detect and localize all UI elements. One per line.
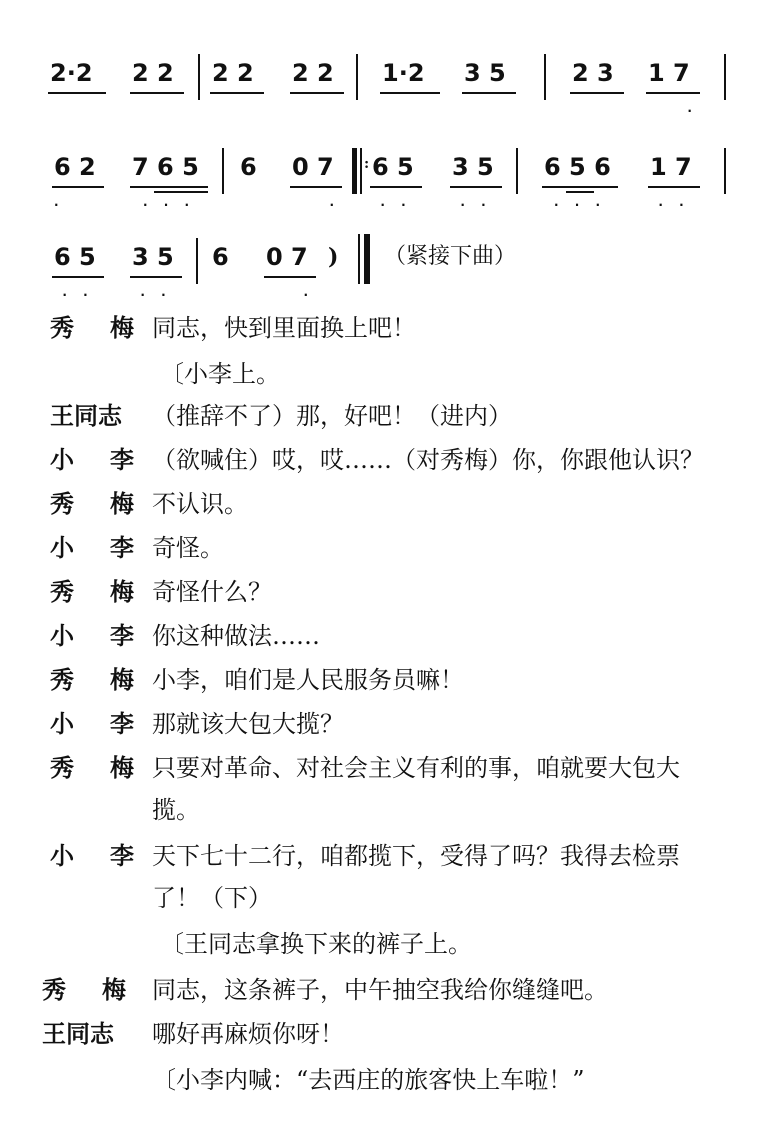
repeat-start-sign: : — [352, 148, 366, 194]
stage-direction — [0, 1062, 772, 1098]
note-group — [50, 58, 104, 88]
note-text: 2 2 — [132, 59, 174, 87]
dialogue-line — [0, 972, 772, 1008]
speaker-name: 秀梅 — [50, 753, 170, 782]
dialogue-text: 同志，这条裤子，中午抽空我给你缝缝吧。 — [152, 976, 608, 1004]
dialogue-text: 你这种做法…… — [152, 622, 320, 650]
note-text: 2·2 — [50, 59, 93, 87]
speaker-name: 王同志 — [50, 401, 122, 430]
speaker-name: 小李 — [50, 841, 170, 870]
low-octave-dots: · — [54, 198, 65, 212]
bar-line — [544, 54, 546, 100]
dialogue-text-continued: 了！（下） — [152, 884, 272, 912]
dialogue-line — [0, 310, 772, 346]
final-barline — [358, 234, 376, 284]
note-group — [212, 242, 230, 272]
note-group — [372, 152, 420, 212]
dialogue-text: 哪好再麻烦你呀！ — [152, 1020, 344, 1048]
dialogue-text: 只要对革命、对社会主义有利的事，咱就要大包大 — [152, 754, 680, 782]
dialogue-line — [0, 662, 772, 698]
dialogue-line — [0, 750, 772, 830]
note-text: 0 7 — [292, 153, 334, 181]
note-text: 7 6 5 — [132, 153, 199, 181]
note-group — [382, 58, 438, 88]
note-group — [240, 152, 258, 182]
note-group — [212, 58, 262, 88]
note-group — [54, 242, 102, 302]
note-text: 0 7 — [266, 243, 308, 271]
speaker-name: 小李 — [50, 709, 170, 738]
speaker-name: 小李 — [50, 445, 170, 474]
low-octave-dots: · — [667, 104, 698, 118]
directive-text: （紧接下曲） — [384, 244, 517, 269]
low-octave-dots: · · · — [553, 198, 607, 212]
dialogue-text: 小李，咱们是人民服务员嘛！ — [152, 666, 464, 694]
note-group — [572, 58, 622, 88]
dialogue-text: （欲喊住）哎，哎……（对秀梅）你，你跟他认识？ — [152, 446, 704, 474]
speaker-name: 王同志 — [42, 1019, 114, 1048]
stage-direction — [0, 356, 772, 392]
note-text: 1·2 — [382, 59, 425, 87]
bar-line — [724, 148, 726, 194]
dialogue-line — [0, 706, 772, 742]
note-text: 6 5 6 — [544, 153, 611, 181]
note-text: 1 7 — [650, 153, 692, 181]
dialogue-text: 奇怪什么？ — [152, 578, 272, 606]
note-group — [452, 152, 500, 212]
low-octave-dots: · · — [460, 198, 492, 212]
low-octave-dots: · · · — [142, 198, 196, 212]
stage-direction-text: 〔小李上。 — [160, 360, 280, 388]
dialogue-text: 不认识。 — [152, 490, 248, 518]
note-group — [266, 242, 314, 302]
stage-direction — [0, 926, 772, 962]
note-group — [292, 152, 340, 212]
speaker-name: 小李 — [50, 621, 170, 650]
low-octave-dots: · · — [658, 198, 690, 212]
dialogue-line — [0, 398, 772, 434]
note-group — [648, 58, 698, 118]
score-line-1 — [0, 58, 772, 138]
note-group — [54, 152, 102, 212]
note-text: 1 7 — [648, 59, 690, 87]
note-group — [292, 58, 342, 88]
note-text: 2 2 — [292, 59, 334, 87]
note-text: 6 5 — [372, 153, 414, 181]
dialogue-text: 奇怪。 — [152, 534, 224, 562]
note-text: 3 5 — [464, 59, 506, 87]
stage-direction-text: 〔王同志拿换下来的裤子上。 — [160, 930, 472, 958]
bar-line — [356, 54, 358, 100]
note-text: 3 5 — [132, 243, 174, 271]
dialogue-line — [0, 530, 772, 566]
bar-line — [724, 54, 726, 100]
speaker-name: 秀梅 — [50, 577, 170, 606]
low-octave-dots: · · — [140, 288, 172, 302]
dialogue-line — [0, 442, 772, 478]
dialogue-text: 那就该大包大揽？ — [152, 710, 344, 738]
speaker-name: 秀梅 — [42, 975, 162, 1004]
low-octave-dots: · — [303, 288, 314, 302]
bar-line — [516, 148, 518, 194]
speaker-name: 秀梅 — [50, 665, 170, 694]
note-group — [544, 152, 616, 212]
note-group — [132, 58, 182, 88]
note-text: 6 — [212, 243, 229, 271]
note-group — [650, 152, 698, 212]
close-paren: ) — [328, 244, 339, 270]
note-text: 6 — [240, 153, 257, 181]
bar-line — [198, 54, 200, 100]
note-text: 6 2 — [54, 153, 96, 181]
note-text: 6 5 — [54, 243, 96, 271]
bar-line — [196, 238, 198, 284]
stage-direction-text: 〔小李内喊：“去西庄的旅客快上车啦！” — [152, 1066, 585, 1094]
dialogue-text: 同志，快到里面换上吧！ — [152, 314, 416, 342]
dialogue-line — [0, 618, 772, 654]
dialogue-text-continued: 揽。 — [152, 796, 200, 824]
dialogue-line — [0, 1016, 772, 1052]
speaker-name: 秀梅 — [50, 489, 170, 518]
low-octave-dots: · — [329, 198, 340, 212]
bar-line — [222, 148, 224, 194]
speaker-name: 小李 — [50, 533, 170, 562]
note-text: 2 2 — [212, 59, 254, 87]
low-octave-dots: · · — [62, 288, 94, 302]
dialogue-text: （推辞不了）那，好吧！（进内） — [152, 402, 512, 430]
dialogue-text: 天下七十二行，咱都揽下，受得了吗？我得去检票 — [152, 842, 680, 870]
note-group — [132, 242, 180, 302]
score-line-2 — [0, 152, 772, 232]
low-octave-dots: · · — [380, 198, 412, 212]
note-text: 3 5 — [452, 153, 494, 181]
dialogue-line — [0, 574, 772, 610]
note-group — [132, 152, 206, 212]
dialogue-line — [0, 486, 772, 522]
dialogue-line — [0, 838, 772, 918]
note-text: 2 3 — [572, 59, 614, 87]
note-group — [464, 58, 514, 88]
speaker-name: 秀梅 — [50, 313, 170, 342]
